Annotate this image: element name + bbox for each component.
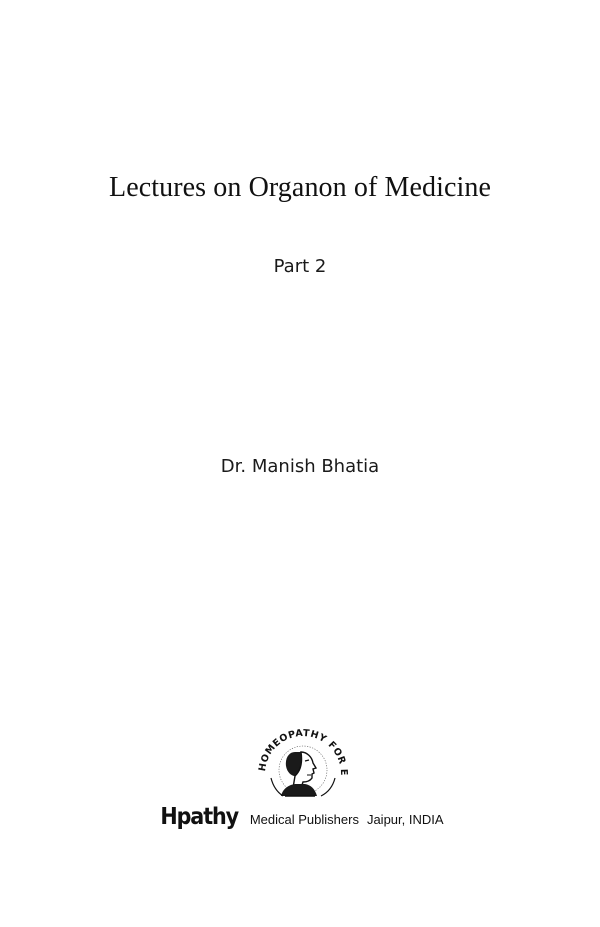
author-name: Dr. Manish Bhatia (220, 456, 380, 477)
book-title: Lectures on Organon of Medicine (108, 172, 492, 203)
logo-ring-text: HOMEOPATHY FOR E (256, 727, 350, 777)
publisher-name: Medical Publishers (249, 812, 359, 827)
publisher-imprint (0, 804, 600, 830)
publisher-logo (245, 712, 357, 800)
book-part: Part 2 (273, 256, 327, 277)
publisher-brand: Hpathy (160, 804, 239, 830)
publisher-location: Jaipur, INDIA (366, 812, 444, 827)
bust-portrait-icon (245, 712, 357, 800)
